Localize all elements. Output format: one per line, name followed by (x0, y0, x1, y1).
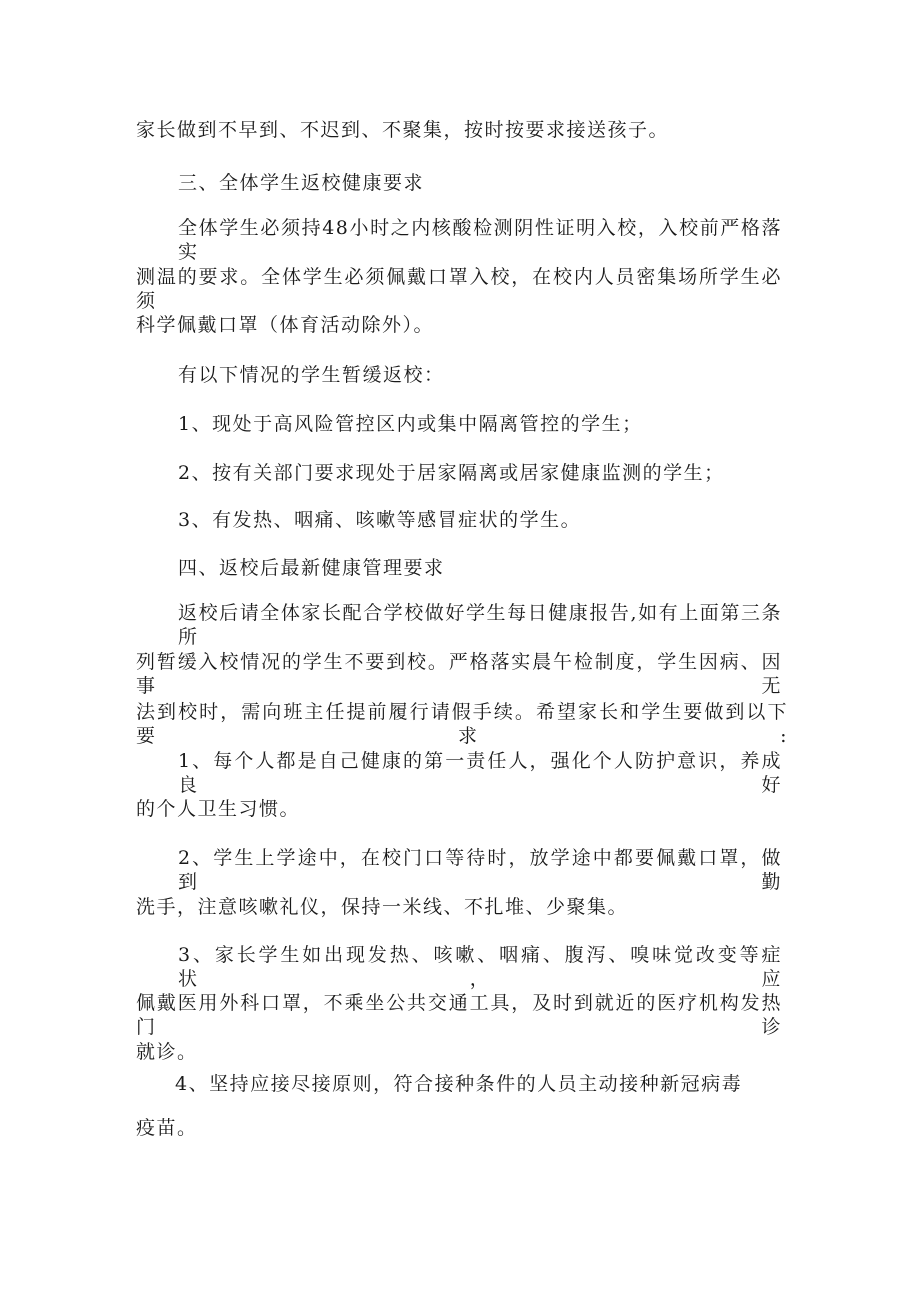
paragraph-line: 有以下情况的学生暂缓返校： (178, 364, 445, 386)
list-item: 疫苗。 (136, 1117, 198, 1139)
section-heading: 三、全体学生返校健康要求 (178, 172, 425, 194)
paragraph-line: 列暂缓入校情况的学生不要到校。严格落实晨午检制度，学生因病、因事无 (136, 651, 782, 697)
list-item: 2、学生上学途中，在校门口等待时，放学途中都要佩戴口罩，做到勤 (178, 847, 782, 893)
paragraph-line: 家长做到不早到、不迟到、不聚集，按时按要求接送孩子。 (136, 119, 670, 141)
paragraph-line: 科学佩戴口罩（体育活动除外）。 (136, 314, 435, 336)
list-item: 3、有发热、咽痛、咳嗽等感冒症状的学生。 (178, 509, 582, 531)
section-heading: 四、返校后最新健康管理要求 (178, 557, 445, 579)
list-item: 的个人卫生习惯。 (136, 798, 301, 820)
list-item: 4、坚持应接尽接原则，符合接种条件的人员主动接种新冠病毒 (175, 1073, 743, 1095)
list-item: 1、每个人都是自己健康的第一责任人，强化个人防护意识，养成良好 (178, 750, 782, 796)
paragraph-line: 返校后请全体家长配合学校做好学生每日健康报告,如有上面第三条所 (178, 602, 782, 648)
list-item: 2、按有关部门要求现处于居家隔离或居家健康监测的学生； (178, 462, 725, 484)
list-item: 佩戴医用外科口罩，不乘坐公共交通工具，及时到就近的医疗机构发热门诊 (136, 992, 782, 1038)
list-item: 就诊。 (136, 1041, 198, 1063)
list-item: 1、现处于高风险管控区内或集中隔离管控的学生； (178, 413, 643, 435)
paragraph-line: 法到校时，需向班主任提前履行请假手续。希望家长和学生要做到以下要求: (136, 701, 788, 747)
paragraph-line: 全体学生必须持48小时之内核酸检测阴性证明入校，入校前严格落实 (178, 217, 782, 263)
list-item: 洗手，注意咳嗽礼仪，保持一米线、不扎堆、少聚集。 (136, 896, 629, 918)
paragraph-line: 测温的要求。全体学生必须佩戴口罩入校，在校内人员密集场所学生必须 (136, 266, 782, 312)
list-item: 3、家长学生如出现发热、咳嗽、咽痛、腹泻、嗅味觉改变等症状，应 (178, 944, 782, 990)
